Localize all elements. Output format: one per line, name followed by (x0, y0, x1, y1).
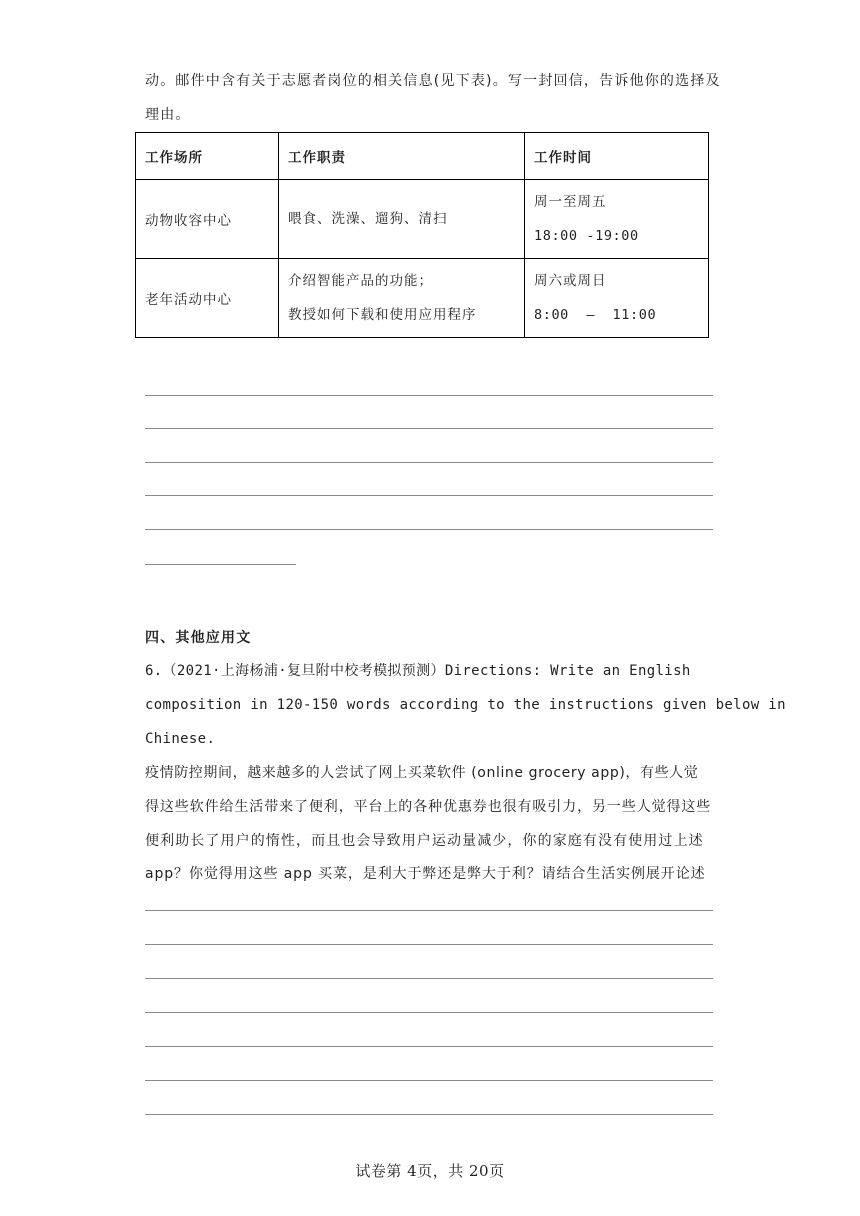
header-time: 工作时间 (525, 133, 709, 180)
table-header-row (136, 133, 709, 180)
row1-time-hours: 18:00 -19:00 (534, 228, 639, 244)
answer-line (145, 1080, 713, 1081)
table-row (136, 180, 709, 259)
question-line-1: 6.（2021·上海杨浦·复旦附中校考模拟预测）Directions: Write an English (145, 663, 691, 679)
page-footer: 试卷第 4页，共 20页 (355, 1162, 505, 1180)
table-row (136, 259, 709, 338)
row2-place: 老年活动中心 (136, 259, 279, 338)
question-line-5: 得这些软件给生活带来了便利，平台上的各种优惠券也很有吸引力，另一些人觉得这些 (145, 799, 712, 815)
row1-place: 动物收容中心 (136, 180, 279, 259)
row1-time-days: 周一至周五 (534, 194, 607, 210)
row2-time (525, 259, 709, 338)
question-line-2: composition in 120-150 words according to the instructions given below in (145, 697, 786, 713)
answer-line (145, 495, 713, 496)
question-line-7: app？你觉得用这些 app 买菜，是利大于弊还是弊大于利？请结合生活实例展开论述 (145, 866, 706, 882)
answer-line (145, 1012, 713, 1013)
answer-line (145, 428, 713, 429)
intro-line-1: 动。邮件中含有关于志愿者岗位的相关信息(见下表)。写一封回信，告诉他你的选择及 (145, 73, 721, 89)
row1-duties (279, 180, 525, 259)
question-line-3: Chinese. (145, 731, 216, 747)
row2-time-days: 周六或周日 (534, 273, 607, 289)
section-title: 四、其他应用文 (145, 630, 252, 646)
row1-duty-line: 喂食、洗澡、遛狗、清扫 (288, 211, 448, 227)
question-line-4: 疫情防控期间，越来越多的人尝试了网上买菜软件 (online grocery app)，有些人觉 (145, 765, 699, 781)
intro-line-2: 理由。 (145, 107, 191, 123)
row2-duty-line-1: 介绍智能产品的功能； (288, 273, 433, 289)
answer-line (145, 1114, 713, 1115)
answer-line (145, 978, 713, 979)
volunteer-jobs-table (135, 132, 709, 338)
answer-line-short (145, 564, 296, 565)
row2-time-hours: 8:00 – 11:00 (534, 307, 657, 323)
row2-duty-line-2: 教授如何下载和使用应用程序 (288, 307, 477, 323)
answer-line (145, 462, 713, 463)
row2-duties (279, 259, 525, 338)
answer-line (145, 944, 713, 945)
answer-line (145, 529, 713, 530)
row1-time (525, 180, 709, 259)
question-line-6: 便利助长了用户的惰性，而且也会导致用户运动量减少，你的家庭有没有使用过上述 (145, 833, 704, 849)
header-duties: 工作职责 (279, 133, 525, 180)
answer-line (145, 1046, 713, 1047)
answer-line (145, 395, 713, 396)
header-workplace: 工作场所 (136, 133, 279, 180)
answer-line (145, 910, 713, 911)
